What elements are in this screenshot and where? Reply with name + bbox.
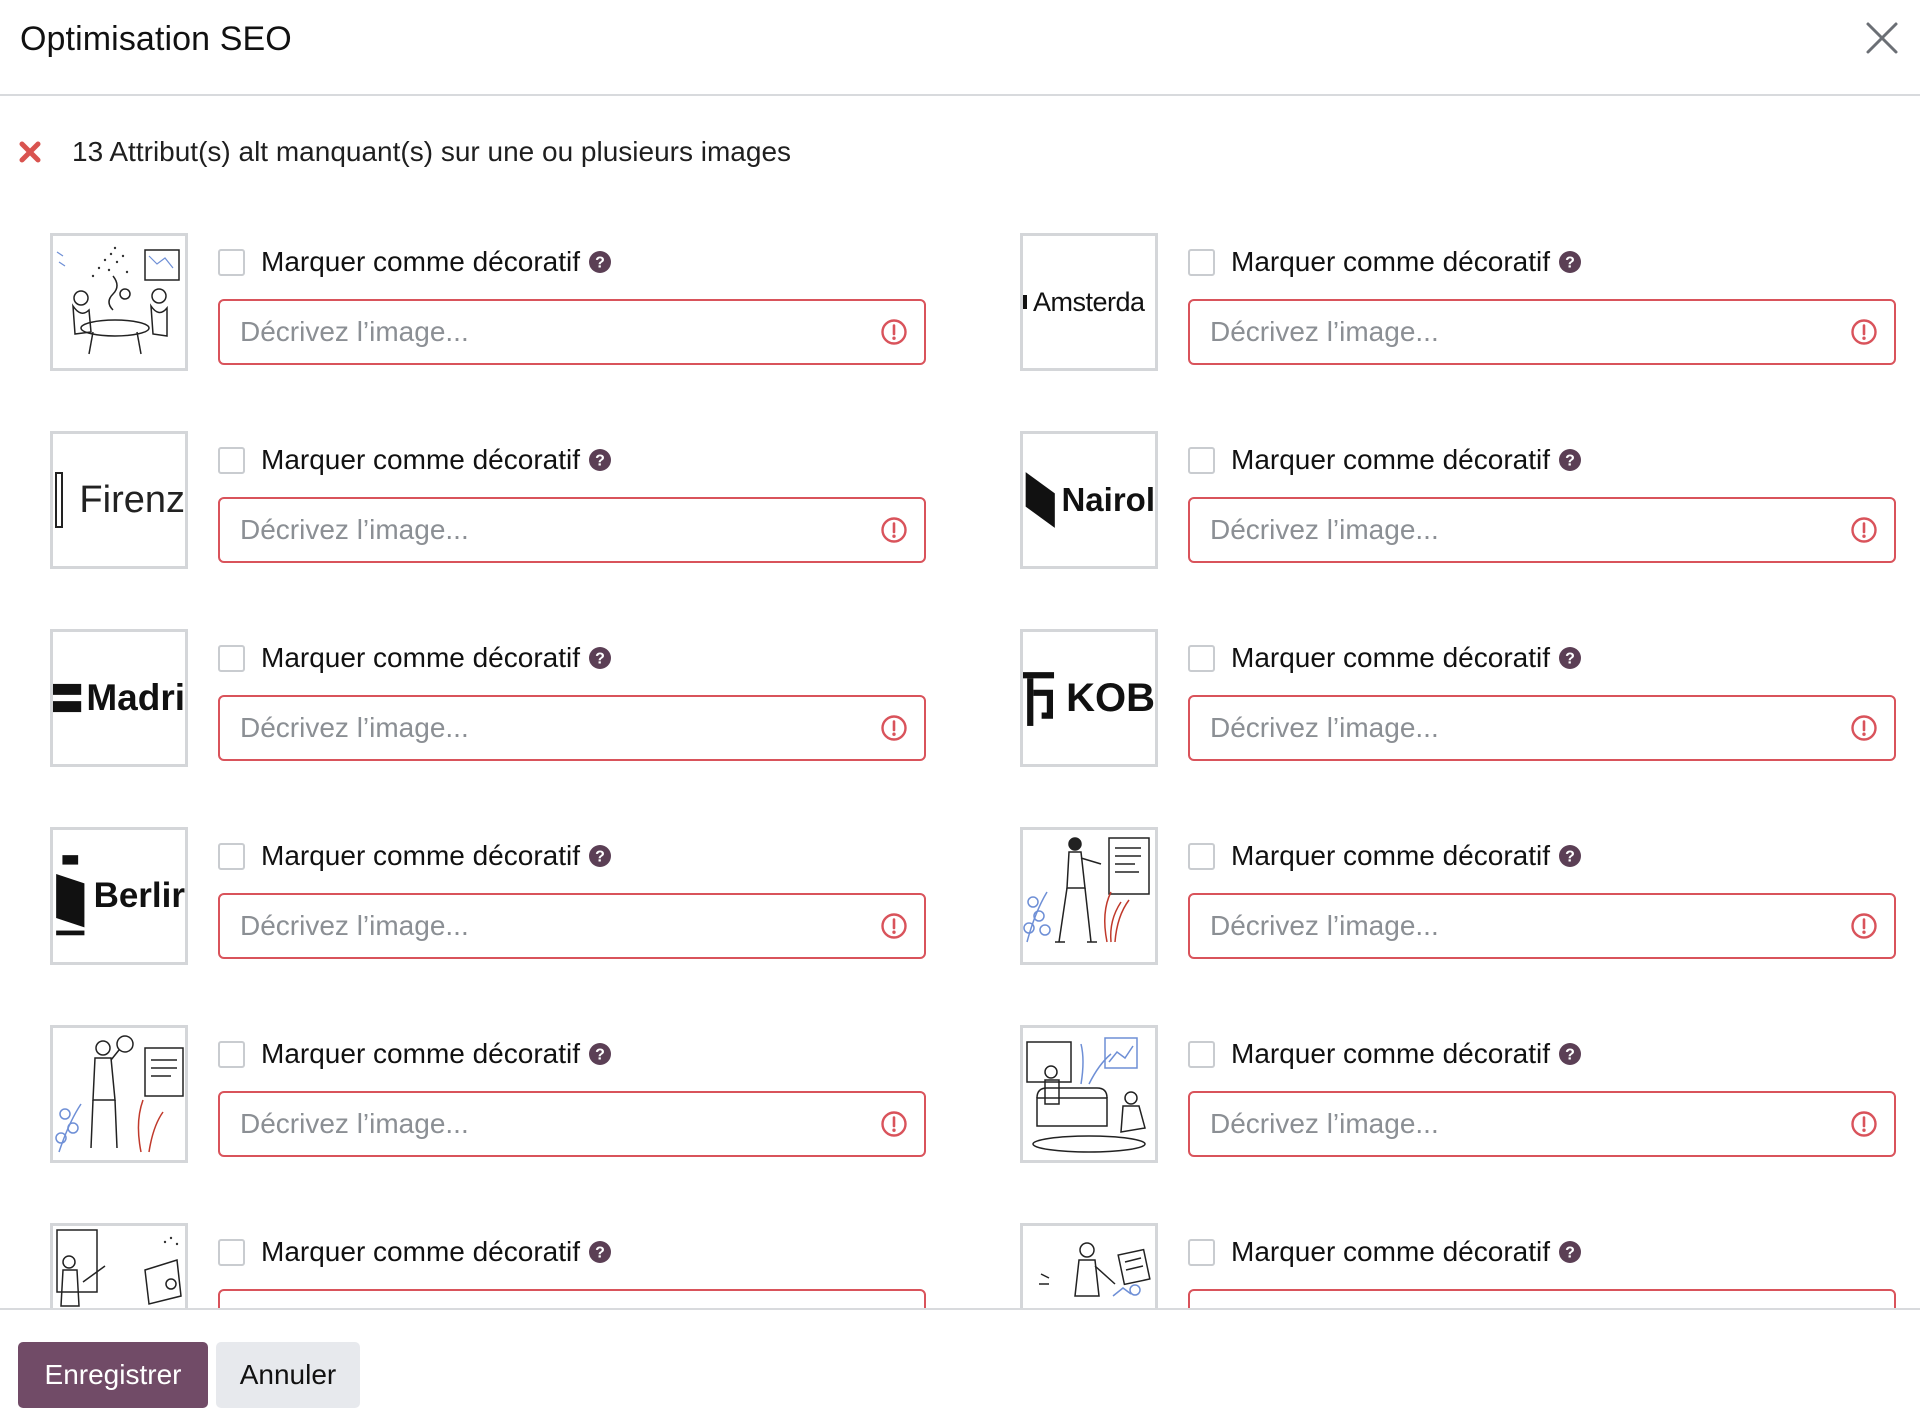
madrid-logo-mark-icon [53,632,84,764]
image-item [1020,992,1920,1132]
image-thumbnail [1020,1223,1158,1308]
alt-text-input[interactable] [240,499,860,561]
save-button[interactable]: Enregistrer [18,1342,208,1408]
alt-text-field [1188,1091,1896,1157]
image-item [50,794,970,934]
people-sofa-illustration-icon [1023,1028,1155,1160]
warning-icon [880,714,908,742]
svg-text:?: ? [595,848,605,866]
image-item [1020,200,1920,340]
decorative-checkbox[interactable] [1188,447,1215,474]
decorative-checkbox-row [218,442,612,478]
person-board-illustration-icon [53,1226,185,1308]
image-thumbnail [1020,827,1158,965]
image-thumbnail [50,431,188,569]
decorative-checkbox-row [1188,838,1582,874]
svg-text:?: ? [595,254,605,272]
decorative-label: Marquer comme décoratif [261,840,581,871]
alt-text-input[interactable] [1210,1291,1830,1308]
decorative-checkbox[interactable] [1188,1239,1215,1266]
image-item [50,398,970,538]
alt-text-field [1188,893,1896,959]
image-thumbnail [1020,431,1158,569]
decorative-checkbox-row [1188,244,1582,280]
alt-text-input[interactable] [1210,499,1830,561]
decorative-checkbox-row [218,640,612,676]
image-thumbnail [50,827,188,965]
decorative-checkbox[interactable] [1188,645,1215,672]
person-magnifier-illustration-icon [53,1028,185,1160]
decorative-label: Marquer comme décoratif [1231,1038,1551,1069]
alt-text-field [218,1289,926,1308]
svg-text:?: ? [595,1244,605,1262]
image-thumbnail [1020,233,1158,371]
alt-text-input[interactable] [1210,1093,1830,1155]
madrid-logo-text: Madri [86,677,185,718]
decorative-checkbox[interactable] [218,1041,245,1068]
alert-message: 13 Attribut(s) alt manquant(s) sur une ou plusieurs images [72,136,792,167]
decorative-label: Marquer comme décoratif [261,1038,581,1069]
svg-text:?: ? [595,452,605,470]
warning-icon [880,912,908,940]
decorative-checkbox-row [1188,442,1582,478]
error-x-icon [18,140,42,164]
svg-text:?: ? [1565,254,1575,272]
help-icon[interactable] [1558,1240,1582,1264]
alt-text-input[interactable] [240,895,860,957]
image-thumbnail [50,1025,188,1163]
warning-icon [1850,318,1878,346]
help-icon[interactable] [588,250,612,274]
svg-text:?: ? [1565,1244,1575,1262]
decorative-label: Marquer comme décoratif [261,444,581,475]
warning-icon [1850,516,1878,544]
decorative-checkbox[interactable] [1188,843,1215,870]
amsterdam-logo-text: Amsterda [1033,286,1145,317]
decorative-checkbox-row [1188,1234,1582,1270]
alt-text-input[interactable] [1210,697,1830,759]
image-thumbnail [1020,1025,1158,1163]
decorative-checkbox[interactable] [218,249,245,276]
decorative-checkbox[interactable] [218,1239,245,1266]
alt-text-input[interactable] [240,1291,860,1308]
alt-text-input[interactable] [1210,301,1830,363]
alt-text-field [218,1091,926,1157]
alt-text-field [218,893,926,959]
image-thumbnail [1020,629,1158,767]
firenze-logo-text: Firenz [79,478,185,521]
alt-text-input[interactable] [1210,895,1830,957]
team-meeting-illustration-icon [53,236,185,368]
image-item [1020,596,1920,736]
help-icon[interactable] [588,448,612,472]
image-item [50,992,970,1132]
decorative-checkbox[interactable] [1188,1041,1215,1068]
image-item [1020,398,1920,538]
svg-text:?: ? [1565,848,1575,866]
dialog-footer [0,1308,1920,1428]
decorative-label: Marquer comme décoratif [261,642,581,673]
dialog-title: Optimisation SEO [20,20,292,58]
decorative-checkbox-row [218,1234,612,1270]
help-icon[interactable] [1558,250,1582,274]
decorative-label: Marquer comme décoratif [261,246,581,277]
berlin-logo-mark-icon [53,830,88,962]
alt-text-input[interactable] [240,1093,860,1155]
svg-text:?: ? [1565,1046,1575,1064]
warning-icon [880,1110,908,1138]
help-icon[interactable] [1558,844,1582,868]
alt-text-field [218,695,926,761]
decorative-label: Marquer comme décoratif [1231,642,1551,673]
image-thumbnail [50,1223,188,1308]
decorative-checkbox-row [1188,1036,1582,1072]
help-icon[interactable] [588,844,612,868]
help-icon[interactable] [1558,646,1582,670]
warning-icon [880,516,908,544]
decorative-label: Marquer comme décoratif [1231,444,1551,475]
image-item [50,200,970,340]
warning-icon [1850,714,1878,742]
svg-text:?: ? [595,650,605,668]
close-icon [1862,18,1902,58]
decorative-checkbox-row [1188,640,1582,676]
close-button[interactable] [1862,18,1902,58]
help-icon[interactable] [588,646,612,670]
dialog-header [0,0,1920,96]
berlin-logo-text: Berlir [93,876,185,915]
kob-logo-mark-icon [1023,632,1056,764]
alt-text-input[interactable] [240,301,860,363]
alt-text-field [1188,1289,1896,1308]
decorative-checkbox[interactable] [1188,249,1215,276]
alt-text-field [218,497,926,563]
svg-text:?: ? [1565,452,1575,470]
image-list[interactable] [0,200,1920,1308]
image-item [50,596,970,736]
cancel-button[interactable]: Annuler [216,1342,360,1408]
help-icon[interactable] [588,1240,612,1264]
image-thumbnail [50,233,188,371]
woman-presenting-illustration-icon [1023,830,1155,962]
decorative-checkbox[interactable] [218,843,245,870]
svg-text:?: ? [1565,650,1575,668]
image-item [1020,794,1920,934]
decorative-checkbox[interactable] [218,645,245,672]
help-icon[interactable] [588,1042,612,1066]
alt-text-field [1188,497,1896,563]
help-icon[interactable] [1558,1042,1582,1066]
decorative-checkbox-row [218,1036,612,1072]
missing-alt-alert [18,132,791,172]
decorative-label: Marquer comme décoratif [1231,840,1551,871]
image-thumbnail [50,629,188,767]
nairobi-logo-mark-icon [1023,434,1057,566]
person-charts-illustration-icon [1023,1226,1155,1308]
warning-icon [1850,912,1878,940]
image-item [50,1190,970,1308]
svg-text:?: ? [595,1046,605,1064]
alt-text-input[interactable] [240,697,860,759]
decorative-checkbox[interactable] [218,447,245,474]
alt-text-field [1188,695,1896,761]
decorative-label: Marquer comme décoratif [261,1236,581,1267]
decorative-label: Marquer comme décoratif [1231,246,1551,277]
alt-text-field [1188,299,1896,365]
help-icon[interactable] [1558,448,1582,472]
alt-text-field [218,299,926,365]
kob-logo-text: KOB [1066,675,1155,720]
image-item [1020,1190,1920,1308]
decorative-label: Marquer comme décoratif [1231,1236,1551,1267]
decorative-checkbox-row [218,244,612,280]
warning-icon [1850,1110,1878,1138]
warning-icon [880,318,908,346]
nairobi-logo-text: Nairol [1061,481,1155,518]
decorative-checkbox-row [218,838,612,874]
